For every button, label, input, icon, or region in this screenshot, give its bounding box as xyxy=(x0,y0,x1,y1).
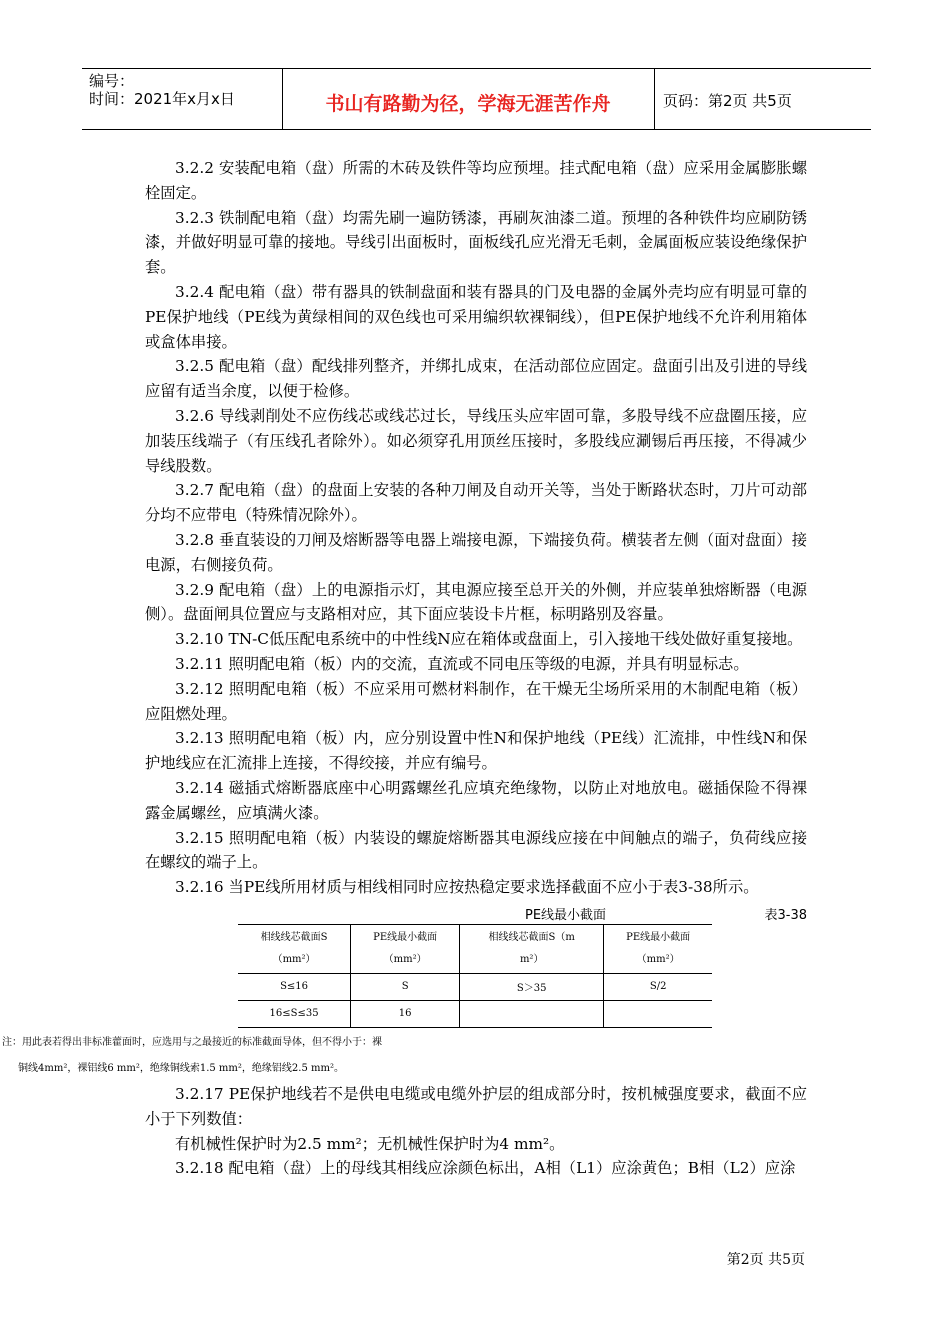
table-header-cell: 相线线芯截面S （mm²） xyxy=(238,924,351,973)
paragraph: 3.2.7 配电箱（盘）的盘面上安装的各种刀闸及自动开关等，当处于断路状态时，刀片可动部分均不应带电（特殊情况除外）。 xyxy=(145,481,807,525)
table-title: PE线最小截面 xyxy=(525,907,607,923)
paragraph: 有机械性保护时为2.5 mm²；无机械性保护时为4 mm²。 xyxy=(175,1134,565,1153)
table-row xyxy=(238,973,712,1000)
table-cell: S≤16 xyxy=(238,973,351,1000)
table-cell xyxy=(604,1000,712,1027)
paragraph: 3.2.16 当PE线所用材质与相线相同时应按热稳定要求选择截面不应小于表3-38所示。 xyxy=(175,878,759,897)
page-label: 页码：第2页 共5页 xyxy=(663,92,792,110)
paragraph: 3.2.3 铁制配电箱（盘）均需先刷一遍防锈漆，再刷灰油漆二道。预埋的各种铁件均应刷防锈漆，并做好明显可靠的接地。导线引出面板时，面板线孔应光滑无毛刺，金属面板应装设绝缘保护套。 xyxy=(145,208,807,277)
page-header xyxy=(82,68,871,130)
page-footer: 第2页 共5页 xyxy=(726,1252,805,1268)
table-number: 表3-38 xyxy=(764,907,807,923)
paragraph: 3.2.18 配电箱（盘）上的母线其相线应涂颜色标出，A相（L1）应涂黄色；B相（L2）应涂 xyxy=(175,1159,796,1178)
paragraph: 3.2.17 PE保护地线若不是供电电缆或电缆外护层的组成部分时，按机械强度要求，截面不应小于下列数值： xyxy=(145,1084,807,1128)
paragraph: 3.2.9 配电箱（盘）上的电源指示灯，其电源应接至总开关的外侧，并应装单独熔断器（电源侧）。盘面闸具位置应与支路相对应，其下面应装设卡片框，标明路别及容量。 xyxy=(145,580,807,624)
paragraph: 3.2.15 照明配电箱（板）内装设的螺旋熔断器其电源线应接在中间触点的端子，负荷线应接在螺纹的端子上。 xyxy=(145,828,807,872)
note-line: 铜线4mm²，裸铝线6 mm²，绝缘铜线索1.5 mm²，绝缘铝线2.5 mm²。 xyxy=(18,1062,344,1074)
table-note xyxy=(2,1030,602,1082)
paragraph: 3.2.11 照明配电箱（板）内的交流，直流或不同电压等级的电源，并具有明显标志。 xyxy=(175,654,749,673)
header-page-cell xyxy=(655,69,871,129)
table-cell: S/2 xyxy=(604,973,712,1000)
paragraph: 3.2.12 照明配电箱（板）不应采用可燃材料制作，在干燥无尘场所采用的木制配电箱（板）应阻燃处理。 xyxy=(145,679,807,723)
paragraph: 3.2.5 配电箱（盘）配线排列整齐，并绑扎成束，在活动部位应固定。盘面引出及引进的导线应留有适当余度，以便于检修。 xyxy=(145,357,807,401)
paragraph: 3.2.13 照明配电箱（板）内，应分别设置中性N和保护地线（PE线）汇流排，中性线N和保护地线应在汇流排上连接，不得绞接，并应有编号。 xyxy=(145,729,807,773)
table-cell: 16 xyxy=(351,1000,460,1027)
paragraph: 3.2.10 TN-C低压配电系统中的中性线N应在箱体或盘面上，引入接地干线处做好重复接地。 xyxy=(175,630,803,649)
table-cell: S xyxy=(351,973,460,1000)
document-body xyxy=(2,156,807,1181)
paragraph: 3.2.8 垂直装设的刀闸及熔断器等电器上端接电源，下端接负荷。横装者左侧（面对盘面）接电源，右侧接负荷。 xyxy=(145,530,807,574)
table-cell: S＞35 xyxy=(460,973,604,1000)
table-header-cell: 相线线芯截面S（m m²） xyxy=(460,924,604,973)
paragraph: 3.2.2 安装配电箱（盘）所需的木砖及铁件等均应预埋。挂式配电箱（盘）应采用金属膨胀螺栓固定。 xyxy=(145,159,807,202)
number-label: 编号： xyxy=(89,72,135,90)
paragraph: 3.2.4 配电箱（盘）带有器具的铁制盘面和装有器具的门及电器的金属外壳均应有明显可靠的PE保护地线（PE线为黄绿相间的双色线也可采用编织软裸铜线），但PE保护地线不允许利用箱体或盒体串接。 xyxy=(145,282,807,351)
paragraph: 3.2.14 磁插式熔断器底座中心明露螺丝孔应填充绝缘物，以防止对地放电。磁插保险不得裸露金属螺丝，应填满火漆。 xyxy=(145,778,807,822)
header-motto-cell xyxy=(282,69,655,129)
table-header-cell: PE线最小截面 （mm²） xyxy=(351,924,460,973)
table-caption xyxy=(145,900,807,924)
table-row xyxy=(238,1000,712,1027)
table-header-cell: PE线最小截面 （mm²） xyxy=(604,924,712,973)
motto: 书山有路勤为径，学海无涯苦作舟 xyxy=(325,93,611,115)
table-cell xyxy=(460,1000,604,1027)
table-cell: 16≤S≤35 xyxy=(238,1000,351,1027)
time-label: 时间：2021年x月x日 xyxy=(89,90,235,108)
pe-section-table xyxy=(238,924,712,1028)
note-line: 注：用此表若得出非标准藿面时，应选用与之最接近的标准截面导体，但不得小于：裸 xyxy=(2,1036,382,1048)
header-info-cell xyxy=(82,69,283,129)
table-header-row xyxy=(238,924,712,973)
paragraph: 3.2.6 导线剥削处不应伤线芯或线芯过长，导线压头应牢固可靠，多股导线不应盘圈压接，应加装压线端子（有压线孔者除外）。如必须穿孔用顶丝压接时，多股线应涮锡后再压接，不得减少导线股数。 xyxy=(145,406,807,475)
